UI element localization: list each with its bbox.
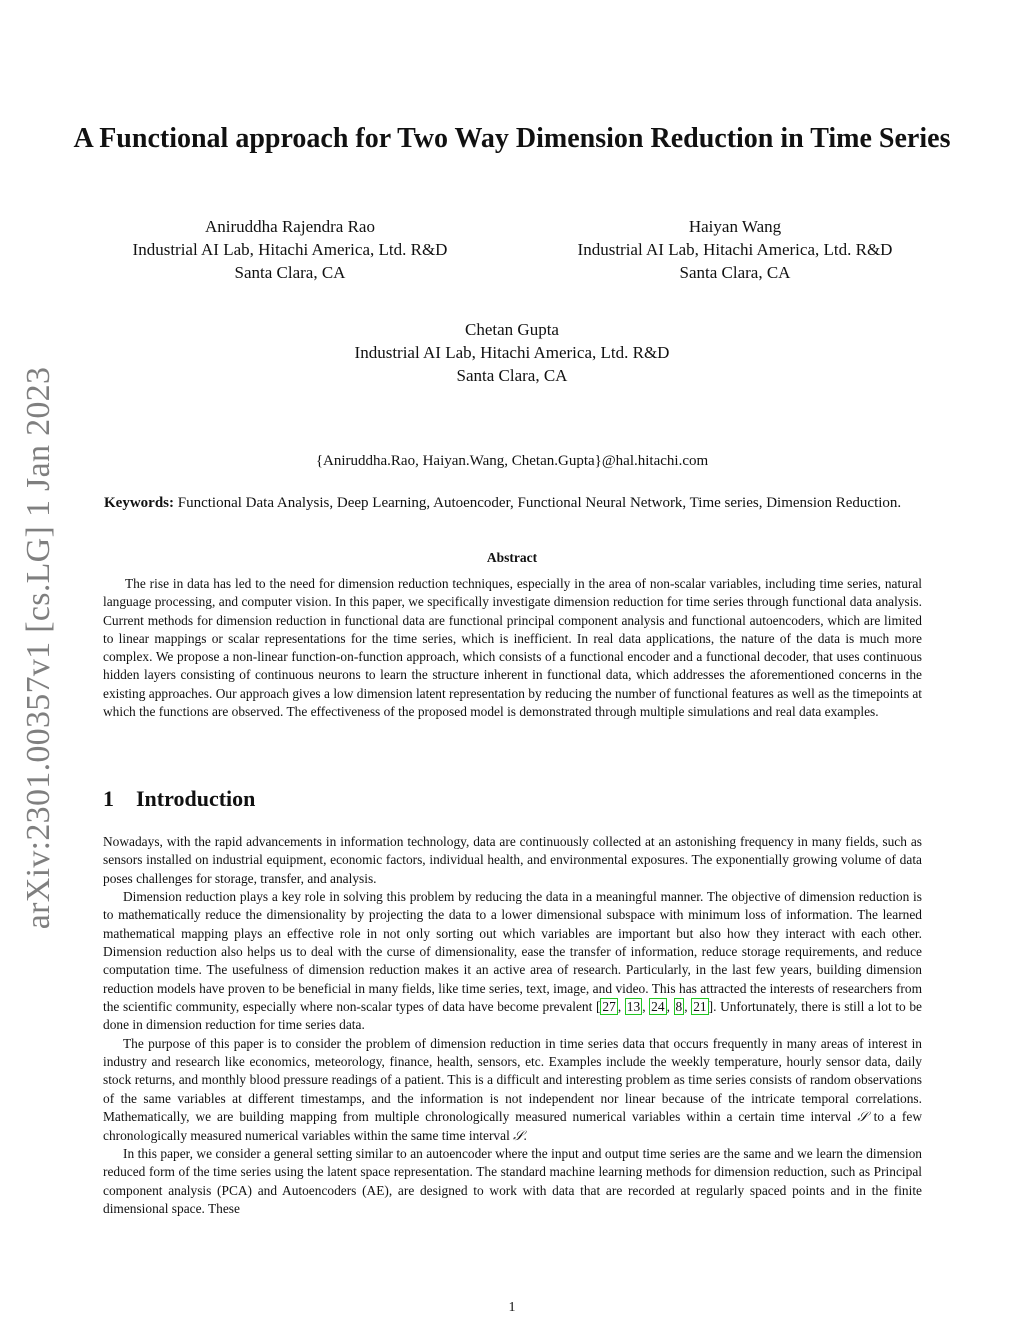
paragraph-4: In this paper, we consider a general setting similar to an autoencoder where the input and output time series are the same and we learn the dimension reduced form of the time series using the latent space representation. The standard machine learning methods for dimension reduction, such as Principal component analysis (PCA) and Autoencoders (AE), are designed to work with data that are recorded at regularly spaced points and in the finite dimensional space. These [103,1145,922,1216]
author-location: Santa Clara, CA [456,366,568,385]
keywords-block [60,493,964,513]
paragraph-3 [103,1035,922,1145]
section-heading-introduction [103,786,255,812]
citation-link[interactable]: 21 [693,999,707,1015]
page-number: 1 [508,1300,516,1315]
paragraph-3-text-b: to a few chronologically measured numerical variables within the same time interval [103,1109,922,1143]
math-symbol-s: 𝒮 [857,1109,868,1125]
paragraph-2-text-end: ]. Unfortunately, there is still a lot to be done in dimension reduction for time series data. [103,999,922,1033]
paragraph-3-text: The purpose of this paper is to consider the problem of dimension reduction in time series data that occurs frequently in many areas of interest in industry and research like economics, meteorology, finance, health, sensors, etc. Examples include the weekly temperature, hourly sensor data, daily stock returns, and monthly blood pressure readings of a patient. This is a difficult and interesting problem as time series consists of random observations of the same variables at different timestamps, and the information is not independent nor linear because of the intricate temporal correlations. Mathematically, we are building mapping from multiple chronologically measured numerical variables within a certain time interval [103,1035,922,1125]
section-title: Introduction [136,786,256,811]
author-affiliation: Industrial AI Lab, Hitachi America, Ltd. R&D [132,240,448,259]
author-affiliation: Industrial AI Lab, Hitachi America, Ltd. R&D [354,343,670,362]
paragraph-3-text-end: . [523,1127,527,1143]
author-emails: {Aniruddha.Rao, Haiyan.Wang, Chetan.Gupta}@hal.hitachi.com [315,453,709,469]
author-name: Haiyan Wang [688,217,782,236]
author-affiliation: Industrial AI Lab, Hitachi America, Ltd. R&D [577,240,893,259]
abstract-heading: Abstract [486,550,538,565]
paragraph-1: Nowadays, with the rapid advancements in information technology, data are continuously collected at an astonishing frequency in many fields, such as sensors installed on industrial equipment, economic factors, individual health, and environmental exposures. The exponentially growing volume of data poses challenges for storage, transfer, and analysis. [103,834,922,886]
arxiv-stamp: arXiv:2301.00357v1 [cs.LG] 1 Jan 2023 [20,366,57,930]
citation-link[interactable]: 27 [602,999,616,1015]
citation-link[interactable]: 24 [651,999,665,1015]
section-number: 1 [103,786,114,811]
introduction-body [103,833,922,1218]
author-name: Aniruddha Rajendra Rao [205,217,375,236]
citation-link[interactable]: 13 [626,999,641,1015]
author-block-3 [280,318,744,387]
author-location: Santa Clara, CA [679,263,791,282]
math-symbol-s: 𝒮 [513,1127,524,1143]
abstract-text: The rise in data has led to the need for dimension reduction techniques, especially in the area of non-scalar variables, including time series, natural language processing, and computer vision. In this paper, we specifically investigate dimension reduction for time series through functional data analysis. Current methods for dimension reduction in functional data are functional principal component analysis and functional autoencoders, which are limited to linear mappings or scalar representations for the time series, which is inefficient. In real data applications, the nature of the data is much more complex. We propose a non-linear function-on-function approach, which consists of a functional encoder and a functional decoder, that uses continuous hidden layers consisting of continuous neurons to learn the structure inherent in functional data, which addresses the aforementioned concerns in the existing approaches. Our approach gives a low dimension latent representation by reducing the number of functional features as well as the timepoints at which the functions are observed. The effectiveness of the proposed model is demonstrated through multiple simulations and real data examples. [103,576,922,720]
paragraph-2-text: Dimension reduction plays a key role in solving this problem by reducing the data in a meaningful manner. The objective of dimension reduction is to mathematically reduce the dimensionality by projecting the data to a lower dimensional subspace with minimum loss of information. The learned mathematical mapping plays an effective role in not only sorting out which variables are important but also how they interact with each other. Dimension reduction also helps us to deal with the curse of dimensionality, ease the transfer of information, reduce storage requirements, and reduce computation time. The usefulness of dimension reduction makes it an active area of research. Particularly, in the last few years, building dimension reduction models have proven to be beneficial in many fields, like time series, text, image, and video. This has attracted the interests of researchers from the scientific community, especially where non-scalar types of data have become prevalent [ [103,889,922,1015]
author-name: Chetan Gupta [465,320,559,339]
citation-link[interactable]: 8 [675,999,683,1015]
keywords-text: Functional Data Analysis, Deep Learning, Autoencoder, Functional Neural Network, Time series, Dimension Reduction. [177,495,902,511]
author-location: Santa Clara, CA [234,263,346,282]
author-block-1 [60,215,520,284]
paper-title: A Functional approach for Two Way Dimension Reduction in Time Series [73,123,951,154]
author-block-2 [505,215,965,284]
paragraph-2: Dimension reduction plays a key role in solving this problem by reducing the data in a meaningful manner. The objective of dimension reduction is to mathematically reduce the dimensionality by projecting the data to a lower dimensional subspace with minimum loss of information. The learned mathematical mapping plays an effective role in not only sorting out which variables are important but also how they interact with each other. Dimension reduction also helps us to deal with the curse of dimensionality, ease the transfer of information, reduce storage requirements, and reduce computation time. The usefulness of dimension reduction makes it an active area of research. Particularly, in the last few years, building dimension reduction models have proven to be beneficial in many fields, like time series, text, image, and video. This has attracted the interests of researchers from the scientific community, especially where non-scalar types of data have become prevalent [ 27 , 13 , 24 , 8 , 21 ]. Unfortunately, there is still a lot to be done in dimension reduction for time series data. [103,889,922,1033]
keywords-label: Keywords: [104,495,174,511]
